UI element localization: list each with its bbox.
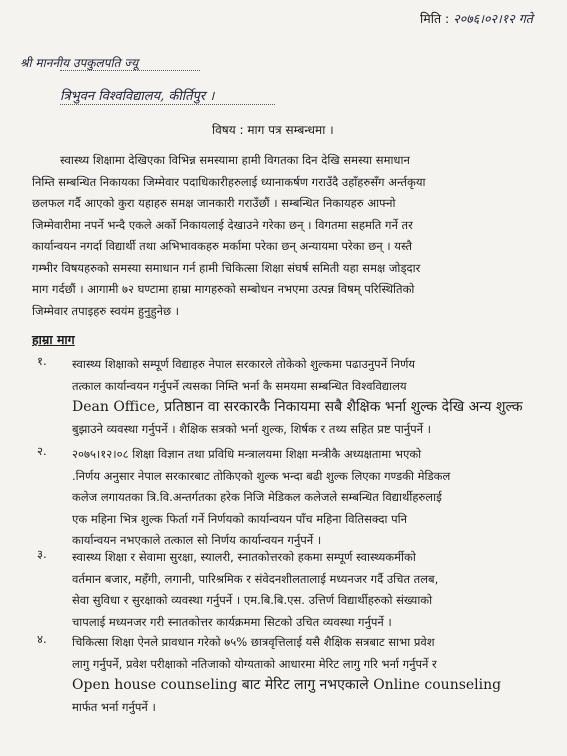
demand-line: कलेज लगायतका त्रि.वि.अन्तर्गतका हरेक निजि मेडिकल कलेजले सम्बन्धित विद्यार्थीहरुलाई [72, 490, 442, 504]
demand-line: मार्फत भर्ना गर्नुपर्ने । [72, 699, 156, 714]
demand-line: कार्यान्वयन नभएकाले तत्काल सो निर्णय कार्यान्वयन गर्नुपर्ने । [72, 533, 322, 547]
addressee-dotted-rule [60, 104, 275, 105]
date-label: मिति : [420, 11, 450, 26]
demand-line: वर्तमान बजार, महँगी, लगानी, पारिश्रमिक र संवेदनशीलतालाई मध्यनजर गर्दै उचित तलब, [72, 571, 439, 586]
intro-line: गम्भीर विषयहरुको समस्या समाधान गर्न हामी चिकित्सा शिक्षा संघर्ष समिती यहा समक्ष जोड्दार [32, 260, 421, 275]
demand-line: तत्काल कार्यान्वयन गर्नुपर्ने त्यसका निम्ति भर्ना कै समयमा सम्बन्धित विश्वविद्यालय [72, 378, 407, 393]
addressee-line-2: त्रिभुवन विश्वविद्यालय, कीर्तिपुर । [60, 89, 215, 104]
demand-line: .निर्णय अनुसार नेपाल सरकारबाट तोकिएको शुल्क भन्दा बढी शुल्क लिएका गण्डकी मेडिकल [72, 468, 451, 483]
date-value: २०७६।०२।१२ गते [453, 11, 533, 26]
demand-line: चापलाई मध्यनजर गरी स्नातकोत्तर कार्यक्रममा सिटको उचित व्यवस्था गर्नुपर्ने । [72, 614, 392, 629]
demand-line: बुझाउने व्यवस्था गर्नुपर्ने । शैक्षिक सत्रको भर्ना शुल्क, शिर्षक र तथ्य सहित प्रष्ट पार्नुपर्ने । [72, 421, 432, 436]
addressee-line-1: श्री माननीय उपकुलपति ज्यू [20, 56, 139, 70]
demand-number: ३. [37, 547, 47, 561]
demand-number: २. [37, 444, 47, 458]
demand-line: चिकित्सा शिक्षा ऐनले प्रावधान गरेको ७५% छात्रवृत्तिलाई यसै शैक्षिक सत्रबाट साभा प्रवेश [72, 635, 435, 649]
demand-line: एक महिना भित्र शुल्क फिर्ता गर्ने निर्णयको कार्यान्वयन पाँच महिना वितिसक्दा पनि [72, 511, 407, 526]
intro-line: जिम्मेवारीमा नपर्ने भन्दै एकले अर्को निकायलाई देखाउने गरेका छन् । विगतमा सहमति गर्ने तर [32, 217, 413, 232]
demand-line: स्वास्थ्य शिक्षाको सम्पूर्ण विद्याहरु नेपाल सरकारले तोकेको शुल्कमा पढाउनुपर्ने निर्णय [72, 357, 416, 371]
date-field [420, 10, 533, 27]
demand-line: २०७५।१२।०८ शिक्षा विज्ञान तथा प्रविधि मन्त्रालयमा शिक्षा मन्त्रीकै अध्यक्षतामा भएको [72, 447, 422, 461]
demand-line: स्वास्थ्य शिक्षा र सेवामा सुरक्षा, स्यालरी, स्नातकोत्तरको हकमा सम्पूर्ण स्वास्थ्यकर्मीको [72, 550, 416, 564]
demand-number: १. [37, 354, 47, 368]
demand-line: Dean Office, प्रतिष्ठान वा सरकारकै निकायमा सबै शैक्षिक भर्ना शुल्क देखि अन्य शुल्क [72, 399, 523, 415]
intro-line: निम्ति सम्बन्धित निकायका जिम्मेवार पदाधिकारीहरुलाई ध्यानाकर्षण गराउँदै उहाँहरुसँग अर्न्तकृया [32, 174, 426, 189]
demand-line: Open house counseling बाट मेरिट लागु नभएकाले Online counseling [72, 677, 502, 693]
demands-heading: हाम्रा माग [32, 332, 75, 347]
intro-line: माग गर्दछौं । आगामी ७२ घण्टामा हाम्रा मागहरुको सम्बोधन नभएमा उत्पन्न विषम् परिस्थितिको [32, 282, 415, 296]
addressee-dotted-rule [60, 70, 200, 71]
intro-paragraph [32, 150, 542, 322]
intro-line: छलफल गर्दै आएको कुरा यहाहरु समक्ष जानकारी गराउँछौं । सम्बन्धित निकायहरु आफ्नो [32, 196, 396, 210]
intro-line: स्वास्थ्य शिक्षामा देखिएका विभिन्न समस्यामा हामी विगतका दिन देखि समस्या समाधान [60, 153, 410, 167]
intro-line: जिम्मेवार तपाइहरु स्वयंम हुनुहुनेछ । [32, 303, 180, 318]
demand-line: सेवा सुविधा र सुरक्षाको व्यवस्था गर्नुपर्ने । एम.बि.बि.एस. उत्तिर्ण विद्यार्थीहरुको संख्याको [72, 593, 433, 607]
demand-line: लागु गर्नुपर्ने, प्रवेश परीक्षाको नतिजाको योग्यताको आधारमा मेरिट लागु गरि भर्ना गर्नुपर्ने र [72, 656, 437, 671]
subject-line: विषय : माग पत्र सम्बन्धमा । [212, 123, 334, 137]
intro-line: कार्यान्वयन नगर्दा विद्यार्थी तथा अभिभावकहरु मर्कामा परेका छन् अन्यायमा परेका छन् । यस्तै [32, 239, 413, 253]
demand-number: ४. [37, 632, 47, 646]
